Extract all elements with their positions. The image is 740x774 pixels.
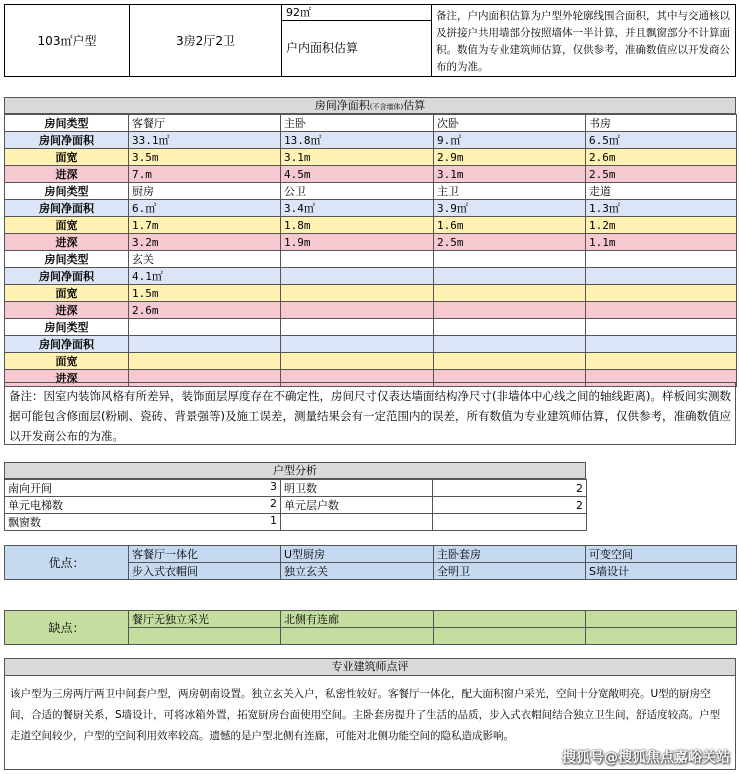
analysis-row — [5, 497, 587, 514]
row-label-depth: 进深 — [5, 166, 129, 183]
room-area-cell — [281, 336, 434, 353]
room-width-cell: 3.1m — [281, 149, 434, 166]
room-width-cell — [586, 285, 737, 302]
cons-item — [434, 628, 586, 645]
room-depth-cell — [434, 302, 586, 319]
room-area-cell — [434, 336, 586, 353]
analysis-title: 户型分析 — [4, 462, 586, 479]
row-label-width: 面宽 — [5, 353, 129, 370]
room-width-cell — [129, 353, 281, 370]
layout-type: 3房2厅2卫 — [176, 34, 235, 48]
row-label-width: 面宽 — [5, 285, 129, 302]
room-row-type — [5, 251, 737, 268]
cons-item — [586, 611, 737, 628]
indoor-area-cell — [282, 5, 432, 76]
room-depth-cell: 2.6m — [129, 302, 281, 319]
analysis-right-value: 2 — [433, 497, 587, 514]
unit-size: 103㎡户型 — [37, 34, 97, 48]
room-type-cell: 玄关 — [129, 251, 281, 268]
room-area-cell: 3.9㎡ — [434, 200, 586, 217]
room-area-cell: 4.1㎡ — [129, 268, 281, 285]
room-depth-cell: 3.2m — [129, 234, 281, 251]
pros-item: 客餐厅一体化 — [129, 546, 281, 563]
row-label-area: 房间净面积 — [5, 268, 129, 285]
room-width-cell: 1.7m — [129, 217, 281, 234]
analysis-row — [5, 514, 587, 531]
analysis-left-cell — [5, 514, 281, 531]
room-area-cell: 3.4㎡ — [281, 200, 434, 217]
pros-item: S墙设计 — [586, 563, 737, 580]
room-width-cell — [281, 285, 434, 302]
pros-table — [4, 545, 737, 580]
row-label-type: 房间类型 — [5, 251, 129, 268]
pros-item: 全明卫 — [434, 563, 586, 580]
pros-row — [5, 546, 737, 563]
room-row-type — [5, 183, 737, 200]
analysis-left-label: 飘窗数 — [8, 516, 41, 529]
cons-table — [4, 610, 737, 645]
room-width-cell: 2.6m — [586, 149, 737, 166]
room-type-cell — [586, 319, 737, 336]
room-row-depth — [5, 302, 737, 319]
room-area-cell: 6.㎡ — [129, 200, 281, 217]
room-depth-cell: 4.5m — [281, 166, 434, 183]
room-area-cell — [129, 336, 281, 353]
analysis-right-label — [281, 514, 433, 531]
room-row-depth — [5, 234, 737, 251]
room-depth-cell: 1.9m — [281, 234, 434, 251]
room-type-cell — [586, 251, 737, 268]
analysis-left-cell — [5, 480, 281, 497]
room-type-cell: 厨房 — [129, 183, 281, 200]
room-area-cell: 33.1㎡ — [129, 132, 281, 149]
analysis-table — [4, 479, 587, 531]
room-area-cell: 6.5㎡ — [586, 132, 737, 149]
row-label-type: 房间类型 — [5, 183, 129, 200]
room-area-cell: 9.㎡ — [434, 132, 586, 149]
room-type-cell — [281, 319, 434, 336]
analysis-right-label: 明卫数 — [281, 480, 433, 497]
room-type-cell: 客餐厅 — [129, 115, 281, 132]
review-text: 该户型为三房两厅两卫中间套户型，两房朝南设置。独立玄关入户，私密性较好。客餐厅一体化，配大面积窗户采光，空间十分宽敞明亮。U型的厨房空间，合适的餐厨关系，S墙设计，可将冰箱外置，拓宽厨房台面使用空间。主卧套房提升了生活的品质，步入式衣帽间结合独立卫生间，舒适度较高。户型走道空间较少，户型的空间利用效率较高。遗憾的是户型北侧有连廊，可能对北侧功能空间的隐私造成影响。 — [4, 676, 736, 770]
analysis-right-label: 单元层户数 — [281, 497, 433, 514]
review-title: 专业建筑师点评 — [4, 658, 736, 676]
room-width-cell: 2.9m — [434, 149, 586, 166]
room-row-area — [5, 132, 737, 149]
pros-label: 优点： — [5, 546, 129, 580]
cons-item — [281, 628, 434, 645]
analysis-left-value: 3 — [270, 480, 277, 493]
room-type-cell: 公卫 — [281, 183, 434, 200]
analysis-left-label: 单元电梯数 — [8, 499, 63, 512]
room-row-area — [5, 336, 737, 353]
room-width-cell — [586, 353, 737, 370]
rooms-title-main: 房间净面积 — [314, 99, 370, 112]
room-width-cell: 3.5m — [129, 149, 281, 166]
room-row-width — [5, 285, 737, 302]
unit-size-cell — [5, 5, 130, 76]
room-width-cell — [434, 353, 586, 370]
pros-item: U型厨房 — [281, 546, 434, 563]
row-label-area: 房间净面积 — [5, 200, 129, 217]
row-label-width: 面宽 — [5, 217, 129, 234]
rooms-title-suffix: 估算 — [403, 99, 426, 112]
room-row-type — [5, 115, 737, 132]
analysis-left-value: 1 — [270, 514, 277, 527]
room-row-width — [5, 217, 737, 234]
room-width-cell: 1.2m — [586, 217, 737, 234]
analysis-left-cell — [5, 497, 281, 514]
row-label-type: 房间类型 — [5, 115, 129, 132]
room-row-depth — [5, 166, 737, 183]
room-depth-cell — [281, 302, 434, 319]
room-type-cell: 走道 — [586, 183, 737, 200]
room-row-width — [5, 149, 737, 166]
room-width-cell: 1.6m — [434, 217, 586, 234]
room-area-cell: 13.8㎡ — [281, 132, 434, 149]
room-area-cell — [586, 268, 737, 285]
rooms-note: 备注：因室内装饰风格有所差异，装饰面层厚度存在不确定性，房间尺寸仅表达墙面结构净尺寸(非墙体中心线之间的轴线距离)。样板间实测数据可能包含修面层(粉刷、瓷砖、背景强等)及施工误差，测量结果会有一定范围内的误差，所有数值为专业建筑师估算，仅供参考，准确数值应以开发商公布的为准。 — [4, 382, 736, 445]
room-area-cell — [434, 268, 586, 285]
room-width-cell — [434, 285, 586, 302]
analysis-right-value — [433, 514, 587, 531]
room-type-cell: 主卧 — [281, 115, 434, 132]
analysis-row — [5, 480, 587, 497]
indoor-area-value: 92㎡ — [282, 5, 431, 21]
pros-item: 独立玄关 — [281, 563, 434, 580]
cons-item — [586, 628, 737, 645]
rooms-title-small: (不含墙体) — [369, 103, 404, 111]
cons-row — [5, 611, 737, 628]
room-width-cell: 1.5m — [129, 285, 281, 302]
room-depth-cell: 1.1m — [586, 234, 737, 251]
cons-label: 缺点： — [5, 611, 129, 645]
pros-item: 步入式衣帽间 — [129, 563, 281, 580]
room-depth-cell: 3.1m — [434, 166, 586, 183]
room-width-cell: 1.8m — [281, 217, 434, 234]
room-area-cell — [586, 336, 737, 353]
room-type-cell — [434, 251, 586, 268]
cons-item — [129, 628, 281, 645]
cons-item — [434, 611, 586, 628]
room-row-width — [5, 353, 737, 370]
room-type-cell — [434, 319, 586, 336]
pros-item: 主卧套房 — [434, 546, 586, 563]
analysis-left-value: 2 — [270, 497, 277, 510]
header-bar — [4, 4, 736, 77]
watermark: 搜狐号@搜狐焦点嘉峪关站 — [562, 750, 730, 766]
room-depth-cell: 2.5m — [434, 234, 586, 251]
room-row-area — [5, 268, 737, 285]
row-label-depth: 进深 — [5, 302, 129, 319]
analysis-right-value: 2 — [433, 480, 587, 497]
indoor-area-label: 户内面积估算 — [286, 41, 359, 55]
row-label-area: 房间净面积 — [5, 336, 129, 353]
room-type-cell: 书房 — [586, 115, 737, 132]
analysis-left-label: 南向开间 — [8, 482, 52, 495]
rooms-table — [4, 114, 737, 387]
layout-cell — [130, 5, 282, 76]
room-width-cell — [281, 353, 434, 370]
room-type-cell — [129, 319, 281, 336]
row-label-depth: 进深 — [5, 234, 129, 251]
rooms-table-title — [4, 97, 736, 114]
room-type-cell — [281, 251, 434, 268]
room-type-cell: 次卧 — [434, 115, 586, 132]
room-type-cell: 主卫 — [434, 183, 586, 200]
row-label-depth: 进深 — [5, 370, 129, 387]
room-depth-cell — [586, 302, 737, 319]
row-label-area: 房间净面积 — [5, 132, 129, 149]
room-row-area — [5, 200, 737, 217]
room-depth-cell: 2.5m — [586, 166, 737, 183]
header-note: 备注，户内面积估算为户型外轮廓线围合面积，其中与交通核以及拼接户共用墙部分按照墙体一半计算，并且飘窗部分不计算面积。数值为专业建筑师估算，仅供参考，准确数值应以开发商公布的为准。 — [436, 10, 730, 73]
room-area-cell — [281, 268, 434, 285]
pros-item: 可变空间 — [586, 546, 737, 563]
room-area-cell: 1.3㎡ — [586, 200, 737, 217]
row-label-type: 房间类型 — [5, 319, 129, 336]
cons-item: 餐厅无独立采光 — [129, 611, 281, 628]
room-depth-cell: 7.m — [129, 166, 281, 183]
room-row-type — [5, 319, 737, 336]
row-label-width: 面宽 — [5, 149, 129, 166]
cons-item: 北侧有连廊 — [281, 611, 434, 628]
